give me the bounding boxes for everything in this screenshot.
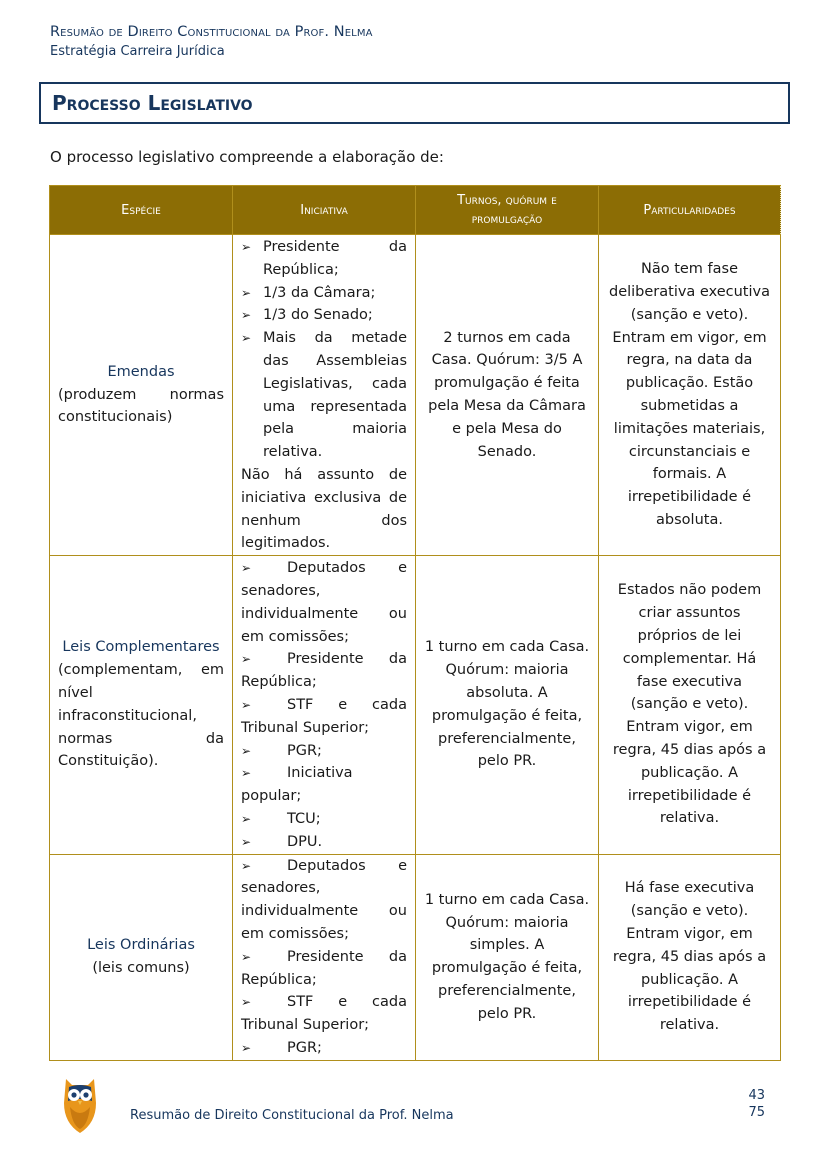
particularidades-cell: Há fase executiva (sanção e veto). Entram vigor, em regra, 45 dias após a publicação. A irrepetibilidade é relativa.	[599, 854, 781, 1060]
list-item	[241, 648, 407, 694]
list-item-text: STF e cada Tribunal Superior;	[241, 994, 407, 1034]
list-item-text: Presidente da República;	[241, 948, 407, 988]
iniciativa-cell	[233, 854, 416, 1060]
iniciativa-cell	[233, 235, 416, 556]
especie-name: Leis Ordinárias	[87, 937, 195, 954]
list-item	[241, 855, 407, 946]
list-item-text: TCU;	[287, 810, 321, 827]
list-item	[241, 808, 407, 831]
list-item-text: Mais da metade das Assembleias Legislativas, cada uma representada pela maioria relativa.	[263, 330, 407, 461]
arrowhead-bullet-icon: ➢	[241, 1040, 252, 1055]
list-item-text: Presidente da República;	[263, 239, 407, 278]
intro-paragraph: O processo legislativo compreende a elaboração de:	[50, 148, 444, 166]
especie-cell	[50, 556, 233, 854]
header-turnos-label: Turnos, quórum e promulgação	[457, 193, 557, 227]
particularidades-cell: Estados não podem criar assuntos próprios de lei complementar. Há fase executiva (sanção e veto). Entram vigor, em regra, 45 dias após a publicação. A irrepetibilidade é relativa.	[599, 556, 781, 854]
header-subtitle: Estratégia Carreira Jurídica	[50, 44, 225, 59]
arrowhead-bullet-icon: ➢	[241, 995, 252, 1010]
owl-logo-icon	[60, 1073, 100, 1135]
arrowhead-bullet-icon: ➢	[241, 697, 252, 712]
list-item-text: 1/3 da Câmara;	[263, 284, 376, 301]
list-item	[241, 762, 407, 808]
iniciativa-cell	[233, 556, 416, 854]
header-particularidades: Particularidades	[599, 186, 781, 235]
list-item	[241, 740, 407, 763]
list-item-text: Deputados e senadores, individualmente ou em comissões;	[241, 857, 407, 942]
list-item	[241, 831, 407, 854]
arrowhead-bullet-icon: ➢	[241, 949, 252, 964]
arrowhead-bullet-icon: ➢	[241, 331, 252, 346]
header-especie: Espécie	[50, 186, 233, 235]
table-row	[50, 854, 781, 1060]
list-item-text: Presidente da República;	[241, 651, 407, 691]
especie-name: Emendas	[107, 363, 175, 380]
list-item-text: PGR;	[287, 742, 322, 759]
arrowhead-bullet-icon: ➢	[241, 240, 252, 254]
arrowhead-bullet-icon: ➢	[241, 858, 252, 873]
section-title: Processo Legislativo	[52, 91, 253, 115]
turnos-cell: 1 turno em cada Casa. Quórum: maioria simples. A promulgação é feita, preferencialmente, pelo PR.	[416, 854, 599, 1060]
list-item	[241, 694, 407, 740]
table-row	[50, 556, 781, 854]
iniciativa-note: Não há assunto de iniciativa exclusiva de nenhum dos legitimados.	[241, 466, 407, 552]
footer-text: Resumão de Direito Constitucional da Prof. Nelma	[130, 1108, 454, 1123]
page-number	[748, 1087, 765, 1121]
especie-desc: (complementam, em nível infraconstitucional, normas da Constituição).	[58, 662, 224, 770]
current-page: 43	[748, 1088, 765, 1103]
especie-desc: (leis comuns)	[92, 960, 190, 977]
list-item-text: 1/3 do Senado;	[263, 307, 373, 324]
section-heading-box	[39, 82, 790, 124]
arrowhead-bullet-icon: ➢	[241, 561, 252, 576]
arrowhead-bullet-icon: ➢	[241, 811, 252, 826]
list-item	[241, 946, 407, 992]
list-item-text: Deputados e senadores, individualmente ou em comissões;	[241, 560, 407, 645]
list-item	[241, 991, 407, 1037]
arrowhead-bullet-icon: ➢	[241, 834, 252, 849]
arrowhead-bullet-icon: ➢	[241, 308, 252, 323]
list-item	[241, 557, 407, 648]
table-row	[50, 235, 781, 556]
especie-cell	[50, 235, 233, 556]
header-iniciativa: Iniciativa	[233, 186, 416, 235]
list-item-text: PGR;	[287, 1039, 322, 1056]
arrowhead-bullet-icon: ➢	[241, 285, 252, 300]
list-item-text: STF e cada Tribunal Superior;	[241, 696, 407, 736]
total-pages: 75	[748, 1105, 765, 1120]
legislative-process-table	[49, 185, 781, 1061]
list-item	[241, 327, 407, 464]
list-item-text: Iniciativa popular;	[241, 765, 353, 805]
arrowhead-bullet-icon: ➢	[241, 743, 252, 758]
particularidades-cell: Não tem fase deliberativa executiva (sanção e veto). Entram em vigor, em regra, na data da publicação. Estão submetidas a limitações materiais, circunstanciais e formais. A irrepetibilidade é absoluta.	[599, 235, 781, 556]
list-item	[241, 236, 407, 282]
arrowhead-bullet-icon: ➢	[241, 766, 252, 781]
especie-cell	[50, 854, 233, 1060]
especie-name: Leis Complementares	[62, 639, 220, 656]
list-item-text: DPU.	[287, 833, 323, 850]
turnos-cell: 1 turno em cada Casa. Quórum: maioria absoluta. A promulgação é feita, preferencialmente, pelo PR.	[416, 556, 599, 854]
arrowhead-bullet-icon: ➢	[241, 652, 252, 667]
turnos-cell: 2 turnos em cada Casa. Quórum: 3/5 A promulgação é feita pela Mesa da Câmara e pela Mesa do Senado.	[416, 235, 599, 556]
header-turnos	[416, 186, 599, 235]
list-item	[241, 304, 407, 327]
header-title: Resumão de Direito Constitucional da Prof. Nelma	[50, 24, 373, 40]
list-item	[241, 1037, 407, 1060]
table-header-row	[50, 186, 781, 235]
especie-desc: (produzem normas constitucionais)	[58, 386, 224, 426]
list-item	[241, 282, 407, 305]
